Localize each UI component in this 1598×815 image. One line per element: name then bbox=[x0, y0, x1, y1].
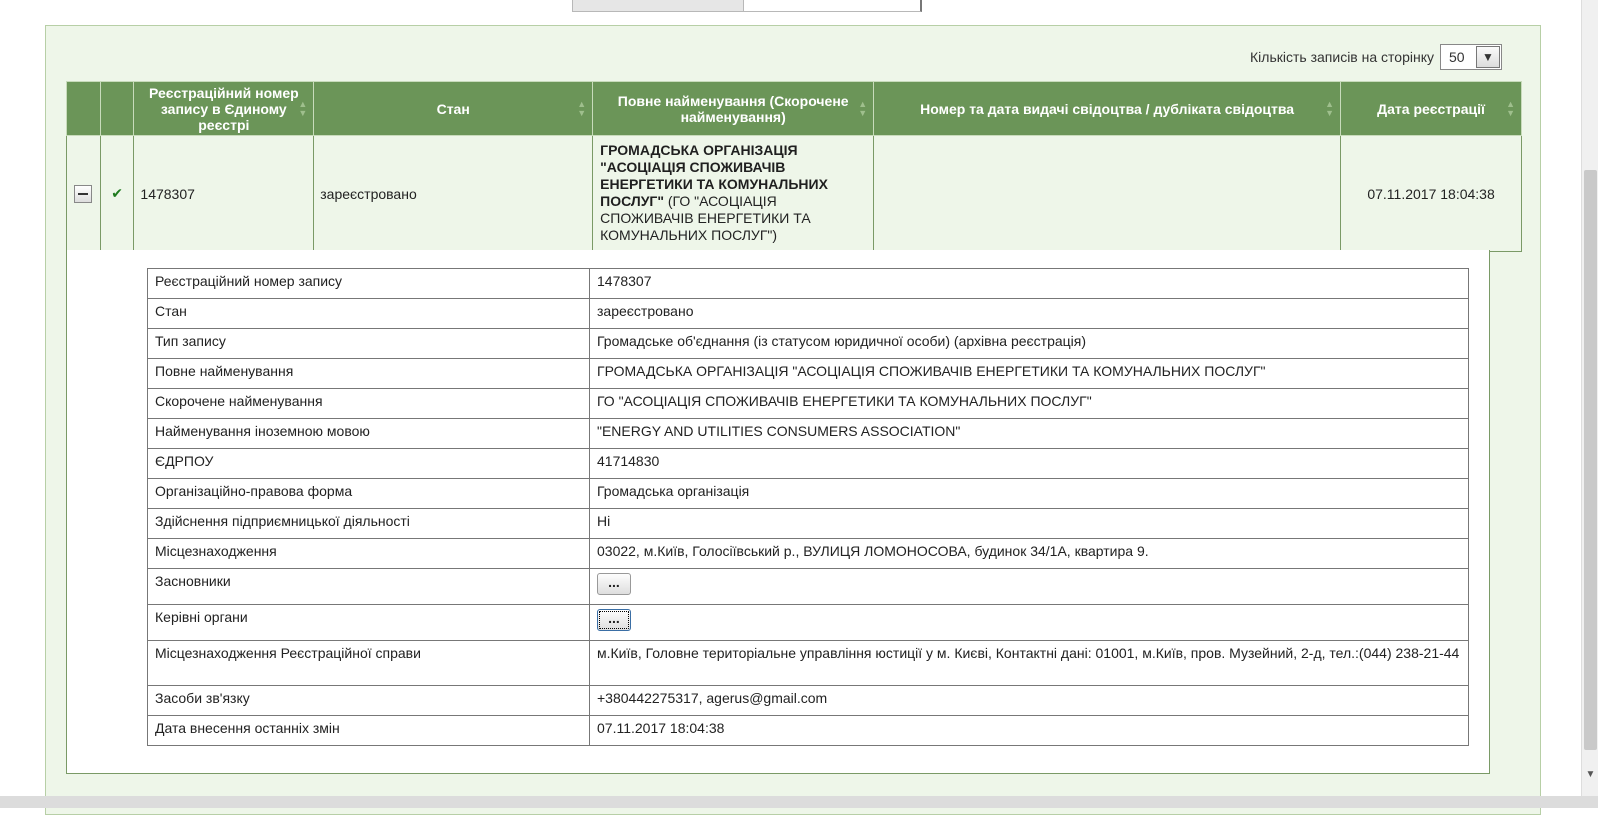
col-state-header[interactable]: Стан ▲ ▼ bbox=[314, 82, 593, 136]
full-name-text: ГРОМАДСЬКА ОРГАНІЗАЦІЯ "АСОЦІАЦІЯ СПОЖИВАЧІВ ЕНЕРГЕТИКИ ТА КОМУНАЛЬНИХ ПОСЛУГ" bbox=[600, 142, 828, 209]
detail-row: Дата внесення останніх змін 07.11.2017 18:04:38 bbox=[148, 716, 1469, 746]
per-page-label: Кількість записів на сторінку bbox=[1250, 49, 1434, 65]
sort-icon: ▲ ▼ bbox=[858, 98, 868, 118]
table-row[interactable] bbox=[67, 136, 1522, 252]
cell-full-name bbox=[593, 136, 874, 252]
sort-icon: ▲ ▼ bbox=[1506, 98, 1515, 118]
collapse-icon[interactable] bbox=[74, 185, 92, 203]
scrollbar-thumb[interactable] bbox=[1584, 170, 1597, 750]
detail-row: Керівні органи ... bbox=[148, 605, 1469, 641]
cell-reg-number: 1478307 bbox=[134, 136, 314, 252]
scroll-down-icon[interactable]: ▼ bbox=[1585, 769, 1596, 780]
per-page-select[interactable] bbox=[1440, 44, 1502, 70]
detail-row: Найменування іноземною мовою "ENERGY AND UTILITIES CONSUMERS ASSOCIATION" bbox=[148, 419, 1469, 449]
expander-cell bbox=[67, 136, 101, 252]
cell-certificate bbox=[874, 136, 1341, 252]
bottom-bar bbox=[0, 796, 1598, 808]
founders-button[interactable]: ... bbox=[597, 573, 631, 595]
detail-row: Організаційно-правова форма Громадська організація bbox=[148, 479, 1469, 509]
col-reg-number-header[interactable]: Реєстраційний номер запису в Єдиному реєстрі ▲ ▼ bbox=[134, 82, 314, 136]
col-check-header bbox=[100, 82, 134, 136]
sort-icon: ▲ ▼ bbox=[1325, 98, 1335, 118]
detail-row: Скорочене найменування ГО "АСОЦІАЦІЯ СПОЖИВАЧІВ ЕНЕРГЕТИКИ ТА КОМУНАЛЬНИХ ПОСЛУГ" bbox=[148, 389, 1469, 419]
check-icon: ✔ bbox=[100, 136, 134, 252]
chevron-down-icon[interactable]: ▼ bbox=[1476, 46, 1500, 68]
detail-row: ЄДРПОУ 41714830 bbox=[148, 449, 1469, 479]
detail-row: Місцезнаходження 03022, м.Київ, Голосіївський р., ВУЛИЦЯ ЛОМОНОСОВА, будинок 34/1А, квартира 9. bbox=[148, 539, 1469, 569]
per-page-control bbox=[1250, 44, 1502, 70]
vertical-scrollbar[interactable] bbox=[1581, 0, 1598, 808]
per-page-value: 50 bbox=[1449, 49, 1465, 65]
cell-reg-date: 07.11.2017 18:04:38 bbox=[1341, 136, 1522, 252]
col-expander-header bbox=[67, 82, 101, 136]
col-full-name-header[interactable]: Повне найменування (Скорочене найменування) ▲ ▼ bbox=[593, 82, 874, 136]
tab-previous[interactable] bbox=[572, 0, 744, 12]
cell-state: зареєстровано bbox=[314, 136, 593, 252]
detail-row: Здійснення підприємницької діяльності Ні bbox=[148, 509, 1469, 539]
detail-panel bbox=[66, 250, 1490, 774]
detail-row: Тип запису Громадське об'єднання (із статусом юридичної особи) (архівна реєстрація) bbox=[148, 329, 1469, 359]
sort-icon: ▲ ▼ bbox=[298, 98, 308, 118]
short-name-text: (ГО "АСОЦІАЦІЯ СПОЖИВАЧІВ ЕНЕРГЕТИКИ ТА КОМУНАЛЬНИХ ПОСЛУГ") bbox=[600, 193, 811, 243]
col-reg-date-header[interactable]: Дата реєстрації ▲ ▼ bbox=[1341, 82, 1522, 136]
sort-icon: ▲ ▼ bbox=[577, 98, 587, 118]
detail-row: Місцезнаходження Реєстраційної справи м.Київ, Головне територіальне управління юстиції у м. Києві, Контактні дані: 01001, м.Київ, пров. Музейний, 2-д, тел.:(044) 238-21-44 bbox=[148, 641, 1469, 686]
col-certificate-header[interactable]: Номер та дата видачі свідоцтва / дубліката свідоцтва ▲ ▼ bbox=[874, 82, 1341, 136]
detail-row: Стан зареєстровано bbox=[148, 299, 1469, 329]
results-grid bbox=[66, 81, 1522, 252]
detail-row: Реєстраційний номер запису 1478307 bbox=[148, 269, 1469, 299]
detail-row: Засновники ... bbox=[148, 569, 1469, 605]
grid-header-row bbox=[67, 82, 1522, 136]
detail-row: Повне найменування ГРОМАДСЬКА ОРГАНІЗАЦІЯ "АСОЦІАЦІЯ СПОЖИВАЧІВ ЕНЕРГЕТИКИ ТА КОМУНАЛЬНИХ ПОСЛУГ" bbox=[148, 359, 1469, 389]
detail-row: Засоби зв'язку +380442275317, agerus@gmail.com bbox=[148, 686, 1469, 716]
tab-current[interactable] bbox=[744, 0, 922, 12]
governing-bodies-button[interactable]: ... bbox=[597, 609, 631, 631]
detail-table bbox=[147, 268, 1469, 746]
